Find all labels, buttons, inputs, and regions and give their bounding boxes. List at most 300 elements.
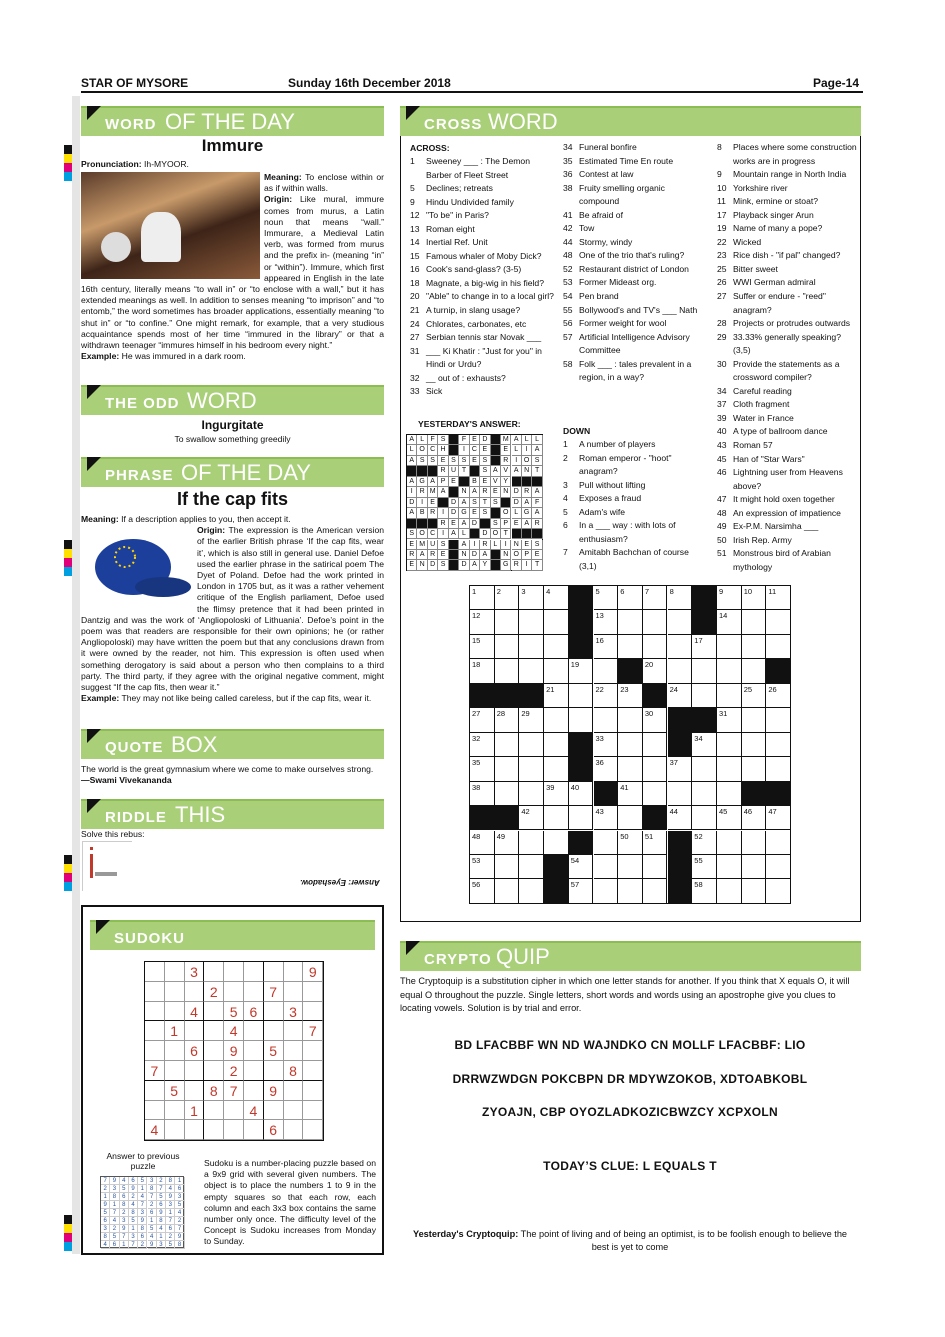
crossword-cell[interactable] [495, 733, 520, 757]
clue: 14 Inertial Ref. Unit [410, 237, 488, 248]
sudoku-cell[interactable]: 3 [284, 1002, 304, 1022]
sudoku-cell[interactable]: 5 [165, 1081, 185, 1101]
sudoku-cell[interactable] [165, 1002, 185, 1022]
crossword-cell[interactable]: 24 [668, 684, 693, 708]
crossword-cell[interactable] [668, 659, 693, 683]
crossword-cell[interactable]: 29 [519, 708, 544, 732]
sudoku-cell[interactable] [264, 962, 284, 982]
crossword-cell[interactable] [594, 708, 619, 732]
crossword-cell[interactable]: 31 [717, 708, 742, 732]
crossword-cell[interactable] [519, 610, 544, 634]
crossword-cell[interactable] [569, 806, 594, 830]
sudoku-cell[interactable] [264, 1101, 284, 1121]
sudoku-cell[interactable]: 9 [224, 1041, 244, 1061]
clue: 58 Folk ___ : tales prevalent in a region, in a way? [563, 358, 692, 383]
sudoku-cell[interactable]: 2 [224, 1061, 244, 1081]
crossword-cell[interactable]: 5 [594, 586, 619, 610]
sudoku-cell[interactable] [185, 1021, 205, 1041]
sudoku-cell[interactable] [185, 982, 205, 1002]
answer-cell: R [480, 487, 490, 497]
sudoku-cell[interactable] [284, 1101, 304, 1121]
crossword-cell[interactable] [618, 855, 643, 879]
crossword-cell[interactable] [742, 879, 767, 903]
crossword-cell[interactable]: 3 [519, 586, 544, 610]
sudoku-cell[interactable] [303, 1101, 323, 1121]
sudoku-cell[interactable] [145, 1081, 165, 1101]
sudoku-cell[interactable]: 7 [145, 1061, 165, 1081]
crossword-cell[interactable] [717, 855, 742, 879]
word-of-day-banner: WORD OF THE DAY [81, 106, 384, 136]
answer-cell: S [532, 540, 542, 550]
across-clues-1 [410, 155, 554, 399]
sudoku-cell[interactable]: 9 [264, 1081, 284, 1101]
crossword-cell[interactable] [618, 708, 643, 732]
answer-cell: 1 [129, 1225, 138, 1233]
crossword-cell[interactable] [742, 757, 767, 781]
cipher-line-3: ZYOAJN, CBP OYOZLADKOZICBWZCY XCPXOLN [481, 1105, 778, 1119]
answer-cell: 3 [138, 1209, 147, 1217]
answer-cell: E [449, 477, 459, 487]
answer-cell: 9 [120, 1225, 129, 1233]
clue: 57 Artificial Intelligence Advisory Committee [563, 331, 690, 356]
answer-cell: L [522, 435, 532, 445]
sudoku-cell[interactable]: 9 [303, 962, 323, 982]
crossword-cell[interactable] [643, 635, 668, 659]
answer-cell: 9 [166, 1193, 175, 1201]
crossword-cell[interactable]: 12 [470, 610, 495, 634]
crossword-cell[interactable]: 21 [544, 684, 569, 708]
sudoku-cell[interactable] [185, 1061, 205, 1081]
crossword-cell[interactable]: 11 [766, 586, 791, 610]
crossword-cell[interactable]: 26 [766, 684, 791, 708]
answer-cell: A [470, 560, 480, 570]
crossword-cell[interactable] [766, 855, 791, 879]
crossword-cell[interactable]: 33 [594, 733, 619, 757]
crossword-cell[interactable] [544, 708, 569, 732]
crossword-cell[interactable] [594, 855, 619, 879]
crossword-cell[interactable]: 27 [470, 708, 495, 732]
clue: 35 Estimated Time En route [563, 155, 674, 166]
crossword-cell[interactable] [692, 659, 717, 683]
crossword-cell[interactable] [618, 806, 643, 830]
crossword-cell[interactable] [717, 831, 742, 855]
answer-cell: D [470, 550, 480, 560]
crossword-cell[interactable]: 15 [470, 635, 495, 659]
crossword-cell[interactable]: 39 [544, 782, 569, 806]
clue: 46 Lightning user from Heavens above? [717, 467, 843, 491]
sudoku-grid[interactable] [144, 961, 324, 1141]
crossword-cell[interactable] [618, 610, 643, 634]
crossword-cell[interactable]: 2 [495, 586, 520, 610]
sudoku-cell[interactable] [264, 1021, 284, 1041]
paper-name: STAR OF MYSORE [81, 76, 189, 90]
crossword-cell[interactable]: 30 [643, 708, 668, 732]
crossword-cell[interactable]: 51 [643, 831, 668, 855]
sudoku-cell[interactable] [264, 1002, 284, 1022]
crossword-cell[interactable] [766, 879, 791, 903]
sudoku-cell[interactable]: 6 [244, 1002, 264, 1022]
crossword-cell[interactable] [495, 635, 520, 659]
crossword-cell[interactable] [544, 757, 569, 781]
sudoku-cell[interactable]: 6 [264, 1120, 284, 1140]
answer-cell: R [407, 550, 417, 560]
crossword-cell[interactable] [766, 635, 791, 659]
crossword-cell[interactable]: 44 [668, 806, 693, 830]
sudoku-cell[interactable] [204, 962, 224, 982]
crossword-cell[interactable]: 58 [692, 879, 717, 903]
crossword-cell[interactable] [717, 684, 742, 708]
crossword-cell[interactable]: 20 [643, 659, 668, 683]
crossword-cell[interactable] [692, 684, 717, 708]
answer-cell: C [470, 445, 480, 455]
sudoku-cell[interactable] [303, 1081, 323, 1101]
crossword-cell[interactable] [544, 806, 569, 830]
black-square [692, 610, 717, 634]
sudoku-cell[interactable] [224, 982, 244, 1002]
crossword-cell[interactable]: 18 [470, 659, 495, 683]
crossword-cell[interactable] [742, 855, 767, 879]
answer-cell: C [428, 445, 438, 455]
crossword-cell[interactable]: 16 [594, 635, 619, 659]
crossword-cell[interactable] [692, 757, 717, 781]
crossword-cell[interactable]: 40 [569, 782, 594, 806]
crossword-cell[interactable]: 38 [470, 782, 495, 806]
crossword-cell[interactable] [495, 659, 520, 683]
answer-cell: N [459, 487, 469, 497]
clue: 9 Mountain range in North India [717, 169, 847, 180]
sudoku-cell[interactable] [244, 982, 264, 1002]
answer-cell: 5 [157, 1193, 166, 1201]
answer-cell [491, 560, 501, 570]
sudoku-cell[interactable] [204, 1041, 224, 1061]
crossword-cell[interactable]: 57 [569, 879, 594, 903]
sudoku-cell[interactable] [165, 1120, 185, 1140]
crossword-cell[interactable] [569, 684, 594, 708]
crossword-cell[interactable]: 49 [495, 831, 520, 855]
crossword-cell[interactable]: 7 [643, 586, 668, 610]
answer-cell: T [480, 498, 490, 508]
answer-cell: O [522, 456, 532, 466]
crossword-cell[interactable] [495, 782, 520, 806]
crossword-cell[interactable] [692, 806, 717, 830]
answer-cell [417, 519, 427, 529]
black-square [668, 733, 693, 757]
crossword-cell[interactable] [742, 708, 767, 732]
crossword-cell[interactable] [717, 659, 742, 683]
sudoku-cell[interactable] [204, 1101, 224, 1121]
crossword-cell[interactable]: 13 [594, 610, 619, 634]
answer-cell: I [417, 498, 427, 508]
crossword-cell[interactable] [766, 757, 791, 781]
crossword-cell[interactable] [643, 782, 668, 806]
crossword-cell[interactable]: 42 [519, 806, 544, 830]
sudoku-cell[interactable] [145, 1002, 165, 1022]
crossword-cell[interactable]: 28 [495, 708, 520, 732]
crossword-cell[interactable] [668, 610, 693, 634]
crossword-cell[interactable] [618, 733, 643, 757]
sudoku-cell[interactable]: 2 [204, 982, 224, 1002]
crossword-cell[interactable] [544, 831, 569, 855]
sudoku-cell[interactable] [145, 1041, 165, 1061]
sudoku-cell[interactable] [185, 1081, 205, 1101]
crossword-cell[interactable]: 50 [618, 831, 643, 855]
crossword-cell[interactable] [544, 610, 569, 634]
crossword-cell[interactable]: 1 [470, 586, 495, 610]
answer-cell: 6 [110, 1241, 119, 1249]
crossword-cell[interactable]: 14 [717, 610, 742, 634]
sudoku-cell[interactable] [165, 1041, 185, 1061]
clue: 44 Stormy, windy [563, 236, 633, 247]
crossword-cell[interactable] [594, 879, 619, 903]
answer-cell: N [501, 487, 511, 497]
crossword-cell[interactable] [544, 733, 569, 757]
crossword-cell[interactable] [766, 831, 791, 855]
clue: 9 Hindu Undivided family [410, 196, 514, 207]
answer-cell: A [470, 487, 480, 497]
sudoku-cell[interactable] [303, 982, 323, 1002]
sudoku-cell[interactable] [165, 982, 185, 1002]
answer-cell: D [449, 498, 459, 508]
answer-cell: 3 [120, 1217, 129, 1225]
clue: 12 "To be" in Paris? [410, 210, 489, 221]
sudoku-cell[interactable] [284, 1041, 304, 1061]
sudoku-cell[interactable] [244, 1061, 264, 1081]
black-square [668, 708, 693, 732]
sudoku-cell[interactable] [145, 1021, 165, 1041]
crossword-cell[interactable] [519, 855, 544, 879]
crossword-cell[interactable] [519, 782, 544, 806]
answer-cell [438, 498, 448, 508]
sudoku-cell[interactable] [165, 1061, 185, 1081]
crossword-cell[interactable] [668, 635, 693, 659]
sudoku-cell[interactable]: 4 [185, 1002, 205, 1022]
answer-cell: D [470, 519, 480, 529]
answer-cell: B [470, 477, 480, 487]
crossword-cell[interactable]: 23 [618, 684, 643, 708]
crossword-cell[interactable] [766, 733, 791, 757]
answer-cell: A [522, 519, 532, 529]
black-square [569, 610, 594, 634]
crossword-cell[interactable] [519, 733, 544, 757]
answer-cell: N [522, 466, 532, 476]
sudoku-cell[interactable]: 5 [224, 1002, 244, 1022]
crossword-cell[interactable] [594, 831, 619, 855]
sudoku-cell[interactable] [284, 1021, 304, 1041]
sudoku-cell[interactable]: 7 [264, 982, 284, 1002]
sudoku-cell[interactable] [244, 1021, 264, 1041]
sudoku-cell[interactable] [165, 962, 185, 982]
crossword-cell[interactable]: 8 [668, 586, 693, 610]
crossword-cell[interactable] [742, 635, 767, 659]
crossword-cell[interactable] [742, 659, 767, 683]
crossword-cell[interactable]: 32 [470, 733, 495, 757]
clue: 16 Cook's sand-glass? (3-5) [410, 264, 522, 275]
crossword-cell[interactable]: 56 [470, 879, 495, 903]
black-square [668, 879, 693, 903]
sudoku-cell[interactable] [145, 1101, 165, 1121]
answer-cell: P [438, 477, 448, 487]
sudoku-cell[interactable]: 7 [303, 1021, 323, 1041]
answer-cell: D [480, 529, 490, 539]
sudoku-cell[interactable] [303, 1120, 323, 1140]
crossword-cell[interactable]: 37 [668, 757, 693, 781]
sudoku-cell[interactable] [264, 1061, 284, 1081]
sudoku-cell[interactable]: 8 [284, 1061, 304, 1081]
sudoku-cell[interactable] [244, 1120, 264, 1140]
crossword-grid[interactable] [469, 585, 791, 904]
crossword-cell[interactable] [692, 782, 717, 806]
crossword-cell[interactable]: 52 [692, 831, 717, 855]
sudoku-cell[interactable]: 3 [185, 962, 205, 982]
sudoku-cell[interactable] [244, 1081, 264, 1101]
crossword-cell[interactable]: 17 [692, 635, 717, 659]
crossword-cell[interactable] [717, 757, 742, 781]
crossword-cell[interactable]: 41 [618, 782, 643, 806]
crossword-cell[interactable] [717, 635, 742, 659]
sudoku-cell[interactable] [224, 962, 244, 982]
crossword-cell[interactable] [643, 610, 668, 634]
crossword-cell[interactable]: 35 [470, 757, 495, 781]
sudoku-cell[interactable]: 4 [145, 1120, 165, 1140]
sudoku-cell[interactable] [204, 1002, 224, 1022]
clue: 1 A number of players [563, 439, 656, 449]
sudoku-cell[interactable] [204, 1061, 224, 1081]
sudoku-cell[interactable] [185, 1120, 205, 1140]
crossword-cell[interactable]: 25 [742, 684, 767, 708]
crossword-cell[interactable] [519, 879, 544, 903]
clue: 51 Monstrous bird of Arabian mythology [717, 548, 831, 572]
answer-cell: 9 [157, 1209, 166, 1217]
sudoku-cell[interactable] [303, 1002, 323, 1022]
crossword-cell[interactable] [495, 879, 520, 903]
answer-cell: 1 [157, 1233, 166, 1241]
cryptoquip-intro: The Cryptoquip is a substitution cipher in which one letter stands for another. If you think that X equals O, it will equal O throughout the puzzle. Single letters, short words and words using an apostrophe give you clues to locating vowels. Solution is by trial and error. [400, 976, 850, 1013]
sudoku-cell[interactable] [224, 1101, 244, 1121]
crossword-cell[interactable] [519, 635, 544, 659]
crossword-cell[interactable] [519, 659, 544, 683]
answer-cell: R [417, 487, 427, 497]
crossword-cell[interactable]: 54 [569, 855, 594, 879]
sudoku-cell[interactable] [165, 1101, 185, 1121]
sudoku-cell[interactable]: 7 [224, 1081, 244, 1101]
answer-cell: V [501, 466, 511, 476]
crossword-cell[interactable] [618, 635, 643, 659]
crossword-cell[interactable] [569, 708, 594, 732]
sudoku-cell[interactable]: 1 [165, 1021, 185, 1041]
crossword-cell[interactable] [717, 782, 742, 806]
crossword-cell[interactable]: 22 [594, 684, 619, 708]
phrase-body: Meaning: If a description applies to you, then accept it. Origin: The expression is the American version of the earlier British phrase ‘If the cap fits, wear it’, which is also still in general use. Daniel Defoe used the earlier phrase in the satirical poem The Dyet of Poland. Defoe had the work printed in London in 1705 but, as it was a rather vehement critique of the English parliament, Defoe used the flimsy pretence that it had been printed in Dantzig and was the work of ‘Angliopoloski of Lithuania’. Defoe’s point in the poem was that readers are responsible for their own opinions; he (or rather Angliopoloski) may have written the poem but that any conclusions drawn from it were owned by the reader, not him. This expression is often used when something derogatory is said about a person who then complains to a third party. The third party, if they agree with the original negative comment, might suggest “If the cap fits, then wear it.” Example: They may not like being called careless, but if the cap fits, wear it. [81, 514, 385, 704]
crossword-cell[interactable]: 43 [594, 806, 619, 830]
crossword-cell[interactable]: 55 [692, 855, 717, 879]
crossword-cell[interactable] [519, 757, 544, 781]
crossword-cell[interactable]: 45 [717, 806, 742, 830]
answer-cell: P [501, 519, 511, 529]
crossword-cell[interactable] [495, 855, 520, 879]
sudoku-cell[interactable]: 4 [224, 1021, 244, 1041]
crossword-cell[interactable] [742, 831, 767, 855]
crossword-cell[interactable] [643, 757, 668, 781]
clue: 38 Fruity smelling organic compound [563, 182, 665, 207]
crossword-cell[interactable] [668, 782, 693, 806]
crossword-cell[interactable] [544, 659, 569, 683]
clue: 6 In a ___ way : with lots of enthusiasm? [563, 520, 676, 544]
crossword-cell[interactable]: 53 [470, 855, 495, 879]
sudoku-cell[interactable] [204, 1021, 224, 1041]
crossword-cell[interactable]: 36 [594, 757, 619, 781]
sudoku-cell[interactable] [284, 1081, 304, 1101]
sudoku-cell[interactable] [145, 962, 165, 982]
sudoku-cell[interactable] [145, 982, 165, 1002]
sudoku-cell[interactable]: 6 [185, 1041, 205, 1061]
answer-cell [449, 487, 459, 497]
answer-cell: 6 [129, 1177, 138, 1185]
crossword-cell[interactable]: 47 [766, 806, 791, 830]
sudoku-cell[interactable] [284, 982, 304, 1002]
yesterday-answer-label: YESTERDAY'S ANSWER: [418, 419, 521, 429]
crossword-cell[interactable] [766, 708, 791, 732]
sudoku-cell[interactable]: 8 [204, 1081, 224, 1101]
sudoku-cell[interactable] [284, 1120, 304, 1140]
crossword-cell[interactable]: 19 [569, 659, 594, 683]
crossword-cell[interactable]: 6 [618, 586, 643, 610]
crossword-cell[interactable] [742, 610, 767, 634]
crossword-cell[interactable] [519, 831, 544, 855]
sudoku-cell[interactable]: 4 [244, 1101, 264, 1121]
quote-banner: QUOTE BOX [81, 729, 384, 759]
answer-cell: 9 [101, 1201, 110, 1209]
crossword-cell[interactable] [643, 879, 668, 903]
crossword-cell[interactable] [766, 610, 791, 634]
crossword-banner: CROSS WORD [400, 106, 861, 136]
answer-cell [491, 456, 501, 466]
answer-cell: E [470, 435, 480, 445]
crossword-cell[interactable]: 34 [692, 733, 717, 757]
sudoku-cell[interactable] [284, 962, 304, 982]
crossword-cell[interactable] [618, 879, 643, 903]
sudoku-cell[interactable] [224, 1120, 244, 1140]
answer-cell [407, 519, 417, 529]
sudoku-cell[interactable]: 5 [264, 1041, 284, 1061]
crossword-cell[interactable]: 46 [742, 806, 767, 830]
phrase-banner: PHRASE OF THE DAY [81, 457, 384, 487]
crossword-cell[interactable] [643, 733, 668, 757]
sudoku-cell[interactable] [244, 962, 264, 982]
crossword-cell[interactable]: 48 [470, 831, 495, 855]
crossword-cell[interactable] [717, 733, 742, 757]
crossword-cell[interactable] [742, 733, 767, 757]
sudoku-cell[interactable] [244, 1041, 264, 1061]
crossword-cell[interactable] [594, 659, 619, 683]
answer-cell [491, 435, 501, 445]
sudoku-cell[interactable] [303, 1061, 323, 1081]
crossword-cell[interactable]: 9 [717, 586, 742, 610]
answer-cell: T [501, 529, 511, 539]
crossword-cell[interactable] [643, 855, 668, 879]
crossword-cell[interactable] [495, 610, 520, 634]
answer-cell: S [438, 435, 448, 445]
sudoku-cell[interactable] [204, 1120, 224, 1140]
crossword-cell[interactable] [544, 635, 569, 659]
crossword-cell[interactable] [495, 757, 520, 781]
sudoku-cell[interactable] [303, 1041, 323, 1061]
sudoku-answer-label: Answer to previous puzzle [106, 1151, 180, 1171]
crossword-cell[interactable] [717, 879, 742, 903]
crossword-cell[interactable]: 10 [742, 586, 767, 610]
sudoku-cell[interactable]: 1 [185, 1101, 205, 1121]
crossword-cell[interactable] [618, 757, 643, 781]
crossword-cell[interactable]: 4 [544, 586, 569, 610]
